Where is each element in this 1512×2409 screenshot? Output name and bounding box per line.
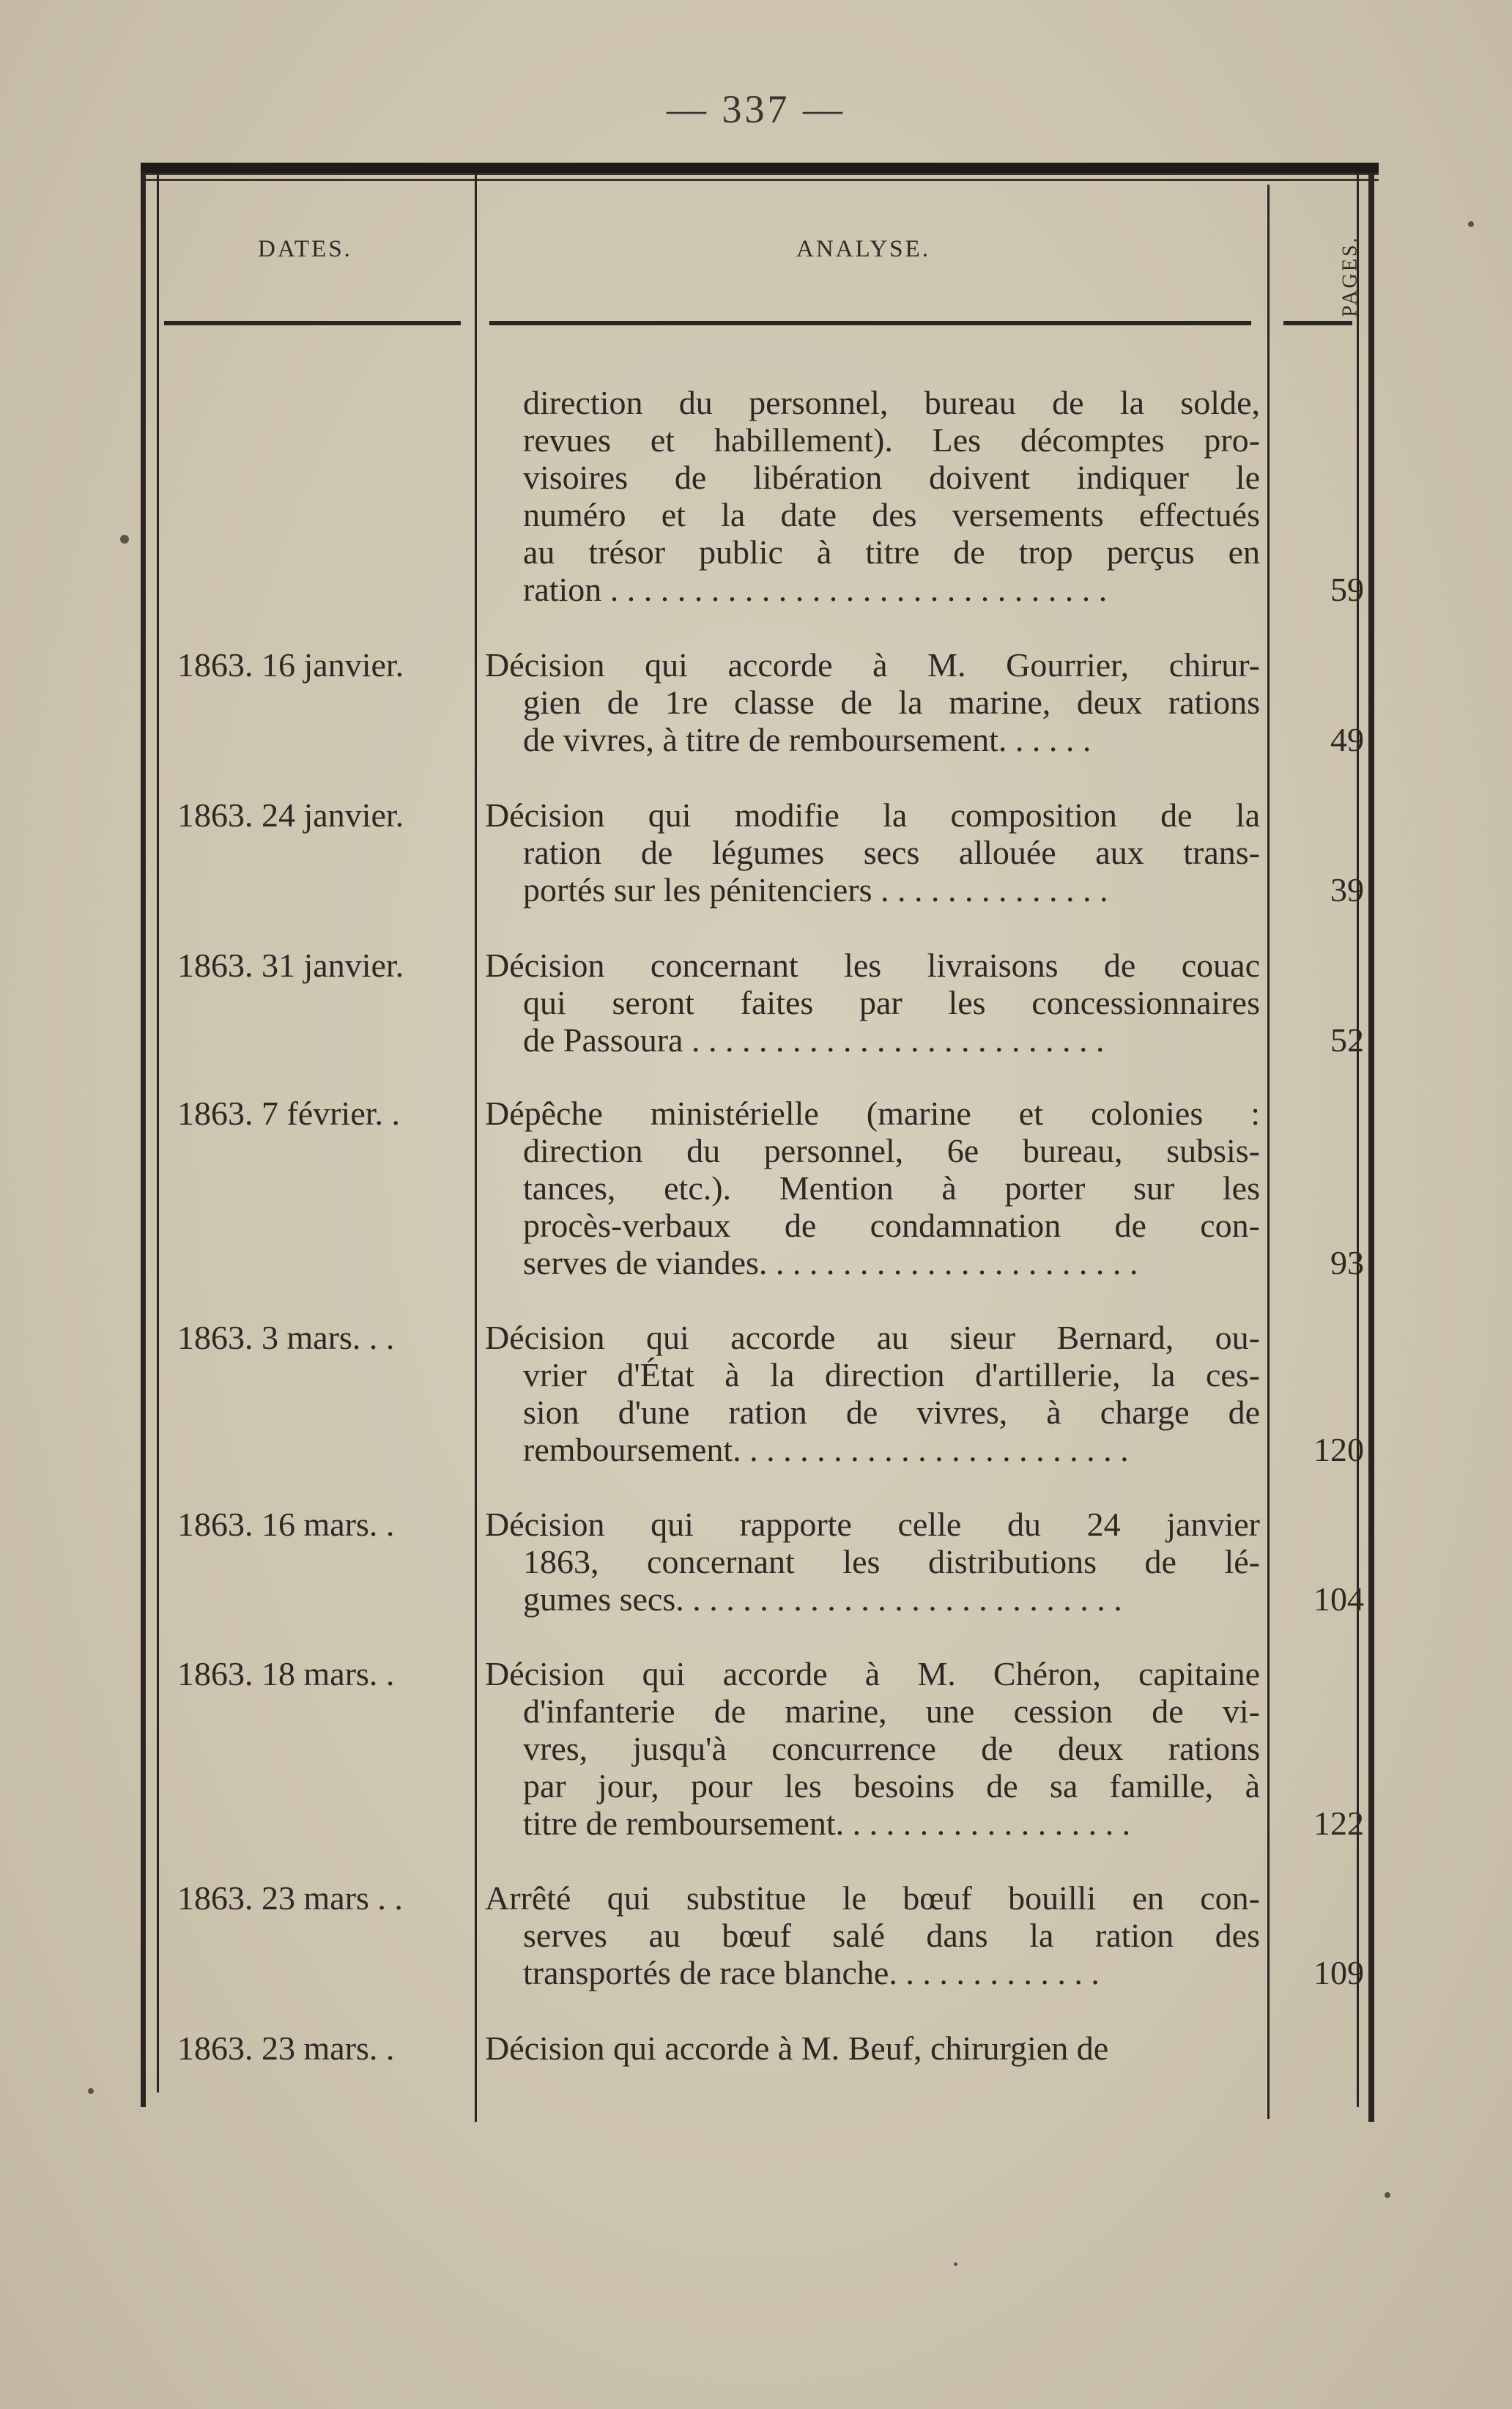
entry-page: 59 (1330, 571, 1364, 608)
analysis-line: de Passoura . . . . . . . . . . . . . . . . . . . . . . . . . (523, 1021, 1105, 1059)
entry-analysis (485, 1506, 1260, 1618)
table-top-thin-rule (141, 179, 1379, 181)
analysis-line: remboursement. . . . . . . . . . . . . . . . . . . . . . . . (523, 1431, 1129, 1468)
entry-analysis (485, 947, 1260, 1059)
entry-date: 1863. 24 janvier. (177, 796, 404, 834)
index-table (141, 163, 1379, 2112)
analysis-line: par jour, pour les besoins de sa famille, à (523, 1767, 1260, 1805)
analysis-line: Décision qui accorde à M. Chéron, capitaine (485, 1655, 1260, 1692)
left-inner-rule (157, 173, 159, 2092)
analysis-line: de vivres, à titre de remboursement. . . . . . (523, 721, 1092, 758)
analysis-line: direction du personnel, 6e bureau, subsis- (523, 1132, 1260, 1169)
right-border (1368, 173, 1374, 2122)
analysis-line: sion d'une ration de vivres, à charge de (523, 1394, 1260, 1431)
analysis-line: Décision qui modifie la composition de la (485, 796, 1260, 834)
analysis-line: Décision qui accorde à M. Beuf, chirurgien de (485, 2029, 1109, 2067)
analysis-line: ration . . . . . . . . . . . . . . . . . . . . . . . . . . . . . . (523, 571, 1108, 608)
analysis-line: Arrêté qui substitue le bœuf bouilli en con- (485, 1879, 1260, 1917)
analysis-line: vres, jusqu'à concurrence de deux rations (523, 1730, 1260, 1767)
analysis-pages-divider (1267, 185, 1270, 2119)
analysis-line: serves au bœuf salé dans la ration des (523, 1917, 1260, 1954)
header-pages-label: PAGES. (1339, 235, 1362, 317)
entry-page: 93 (1330, 1244, 1364, 1281)
analysis-line: serves de viandes. . . . . . . . . . . . . . . . . . . . . . . (523, 1244, 1138, 1281)
entry-page: 120 (1313, 1431, 1364, 1468)
entry-page: 122 (1313, 1805, 1364, 1842)
header-pages (1336, 221, 1365, 331)
table-top-rule (141, 163, 1379, 175)
entry-date: 1863. 31 janvier. (177, 947, 404, 984)
dates-analysis-divider (475, 173, 477, 2122)
entry-page: 49 (1330, 721, 1364, 758)
entry-analysis (485, 1655, 1260, 1842)
header-rule-analysis (489, 321, 1251, 325)
analysis-line: Décision qui accorde au sieur Bernard, ou- (485, 1319, 1260, 1356)
analysis-line: portés sur les pénitenciers . . . . . . . . . . . . . . (523, 871, 1108, 909)
entry-page: 52 (1330, 1021, 1364, 1059)
entry-analysis (485, 1879, 1260, 1991)
analysis-line: Dépêche ministérielle (marine et colonies : (485, 1095, 1260, 1132)
left-border (141, 173, 146, 2107)
analysis-line: procès-verbaux de condamnation de con- (523, 1207, 1260, 1244)
entry-analysis (485, 2029, 1260, 2067)
analysis-line: numéro et la date des versements effectués (523, 496, 1260, 533)
entry-analysis (485, 796, 1260, 909)
header-rule-dates (164, 321, 461, 325)
analysis-line: ration de légumes secs allouée aux trans- (523, 834, 1260, 871)
entry-analysis (485, 1095, 1260, 1281)
analysis-line: vrier d'État à la direction d'artillerie, la ces- (523, 1356, 1260, 1394)
analysis-line: qui seront faites par les concessionnaires (523, 984, 1260, 1021)
entry-analysis (485, 1319, 1260, 1468)
entry-date: 1863. 16 janvier. (177, 646, 404, 684)
paper-speck (1385, 2192, 1390, 2198)
header-dates: DATES. (258, 236, 352, 262)
analysis-line: d'infanterie de marine, une cession de vi- (523, 1692, 1260, 1730)
analysis-line: Décision qui accorde à M. Gourrier, chirur- (485, 646, 1260, 684)
entry-date: 1863. 18 mars. . (177, 1655, 395, 1692)
header-analysis: ANALYSE. (796, 236, 930, 262)
header-rule-pages (1283, 321, 1352, 325)
entry-date: 1863. 3 mars. . . (177, 1319, 395, 1356)
paper-speck (954, 2262, 957, 2266)
analysis-line: direction du personnel, bureau de la solde, (523, 384, 1260, 421)
analysis-line: visoires de libération doivent indiquer le (523, 459, 1260, 496)
entry-page: 104 (1313, 1580, 1364, 1618)
analysis-line: Décision concernant les livraisons de couac (485, 947, 1260, 984)
analysis-line: Décision qui rapporte celle du 24 janvier (485, 1506, 1260, 1543)
analysis-line: 1863, concernant les distributions de lé- (523, 1543, 1260, 1580)
entry-page: 39 (1330, 871, 1364, 909)
analysis-line: transportés de race blanche. . . . . . . . . . . . . (523, 1954, 1100, 1991)
entry-analysis (485, 384, 1260, 608)
entry-date: 1863. 16 mars. . (177, 1506, 395, 1543)
analysis-line: au trésor public à titre de trop perçus en (523, 533, 1260, 571)
entry-page: 109 (1313, 1954, 1364, 1991)
entry-date: 1863. 23 mars. . (177, 2029, 395, 2067)
entry-date: 1863. 23 mars . . (177, 1879, 403, 1917)
entry-analysis (485, 646, 1260, 758)
analysis-line: gumes secs. . . . . . . . . . . . . . . . . . . . . . . . . . . (523, 1580, 1122, 1618)
analysis-line: tances, etc.). Mention à porter sur les (523, 1169, 1260, 1207)
analysis-line: gien de 1re classe de la marine, deux rations (523, 684, 1260, 721)
analysis-line: revues et habillement). Les décomptes pro- (523, 421, 1260, 459)
paper-speck (1468, 221, 1474, 227)
paper-speck (120, 535, 129, 544)
page-number: — 337 — (667, 87, 845, 131)
entry-date: 1863. 7 février. . (177, 1095, 401, 1132)
paper-speck (88, 2088, 94, 2094)
analysis-line: titre de remboursement. . . . . . . . . . . . . . . . . . (523, 1805, 1131, 1842)
